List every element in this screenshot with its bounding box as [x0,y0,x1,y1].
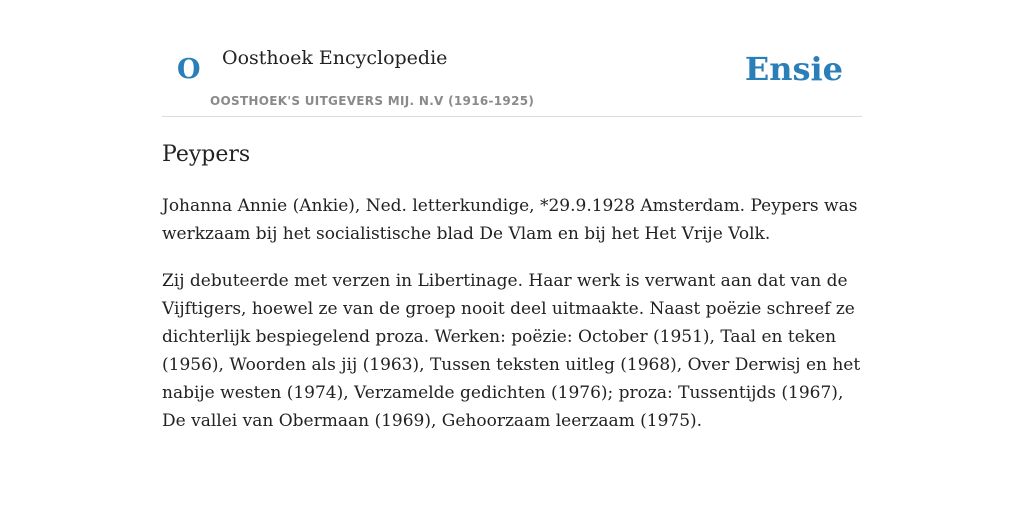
site-title[interactable]: Oosthoek Encyclopedie [222,47,448,69]
logo-icon[interactable]: O [177,54,201,85]
publisher-label: OOSTHOEK'S UITGEVERS MIJ. N.V (1916-1925) [210,94,535,108]
header [162,0,862,117]
article-paragraph: Johanna Annie (Ankie), Ned. letterkundige, *29.9.1928 Amsterdam. Peypers was werkzaam bij het socialistische blad De Vlam en bij het Het Vrije Volk. [162,196,858,244]
article-title: Peypers [162,142,251,167]
article-paragraph: Zij debuteerde met verzen in Libertinage. Haar werk is verwant aan dat van de Vijftigers, hoewel ze van de groep nooit deel uitmaakte. Naast poëzie schreef ze dichterlijk bespiegelend proza. Werken: poëzie: October (1951), Taal en teken (1956), Woorden als jij (1963), Tussen teksten uitleg (1968), Over Derwisj en het nabije westen (1974), Verzamelde gedichten (1976); proza: Tussentijds (1967), De vallei van Obermaan (1969), Gehoorzaam leerzaam (1975). [162,271,861,431]
ensie-brand-link[interactable]: Ensie [744,50,843,88]
article [162,140,862,435]
